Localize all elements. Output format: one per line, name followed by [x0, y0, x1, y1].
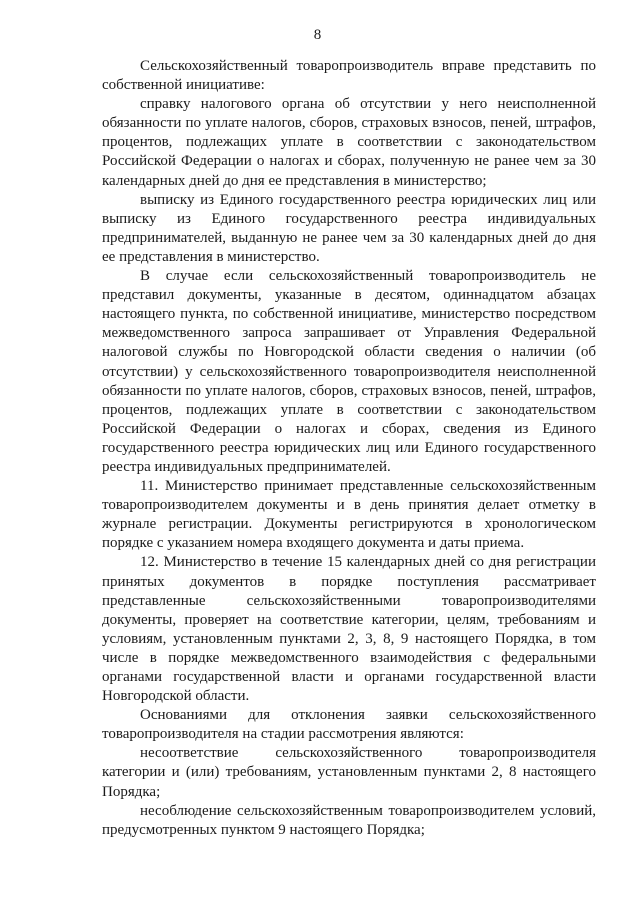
paragraph-conditions-violation: несоблюдение сельскохозяйственным товаропроизводителем условий, предусмотренных пунктом 9 настоящего Порядка; [102, 802, 596, 838]
paragraph-clause-12: 12. Министерство в течение 15 календарных дней со дня регистрации принятых документов в порядке поступления рассматривает представленные сельскохозяйственными товаропроизводителями документы, проверяет на соответствие категории, целям, требованиям и условиям, установленным пунктами 2, 3, 8, 9 настоящего Порядка, в том числе в порядке межведомственного взаимодействия с федеральными органами государственной власти и органами государственной власти Новгородской области. [102, 554, 596, 705]
page-body [102, 57, 596, 840]
paragraph-registry-extract: выписку из Единого государственного реестра юридических лиц или выписку из Единого государственного реестра индивидуальных предпринимателей, выданную не ранее чем за 30 календарных дней до дня ее представления в министерство. [102, 191, 596, 265]
paragraph-rejection-grounds: Основаниями для отклонения заявки сельскохозяйственного товаропроизводителя на стадии рассмотрения являются: [102, 707, 596, 743]
paragraph-category-mismatch: несоответствие сельскохозяйственного товаропроизводителя категории и (или) требованиям, установленным пунктами 2, 8 настоящего Порядка; [102, 745, 596, 800]
paragraph-interagency-request: В случае если сельскохозяйственный товаропроизводитель не представил документы, указанные в десятом, одиннадцатом абзацах настоящего пункта, по собственной инициативе, министерство посредством межведомственного запроса запрашивает от Управления Федеральной налоговой службы по Новгородской области сведения о наличии (об отсутствии) у сельскохозяйственного товаропроизводителя неисполненной обязанности по уплате налогов, сборов, страховых взносов, пеней, штрафов, процентов, подлежащих уплате в соответствии с законодательством Российской Федерации о налогах и сборах, сведения из Единого государственного реестра юридических лиц или Единого государственного реестра индивидуальных предпринимателей. [102, 268, 596, 475]
page-number: 8 [313, 27, 322, 43]
paragraph-tax-certificate: справку налогового органа об отсутствии у него неисполненной обязанности по уплате налогов, сборов, страховых взносов, пеней, штрафов, процентов, подлежащих уплате в соответствии с законодательством Российской Федерации о налогах и сборах, полученную не ранее чем за 30 календарных дней до дня ее представления в министерство; [102, 96, 596, 189]
paragraph-voluntary-submission: Сельскохозяйственный товаропроизводитель вправе представить по собственной инициативе: [102, 58, 596, 94]
paragraph-clause-11: 11. Министерство принимает представленные сельскохозяйственным товаропроизводителем документы и в день принятия делает отметку в журнале регистрации. Документы регистрируются в хронологическом порядке с указанием номера входящего документа и даты приема. [102, 478, 596, 552]
